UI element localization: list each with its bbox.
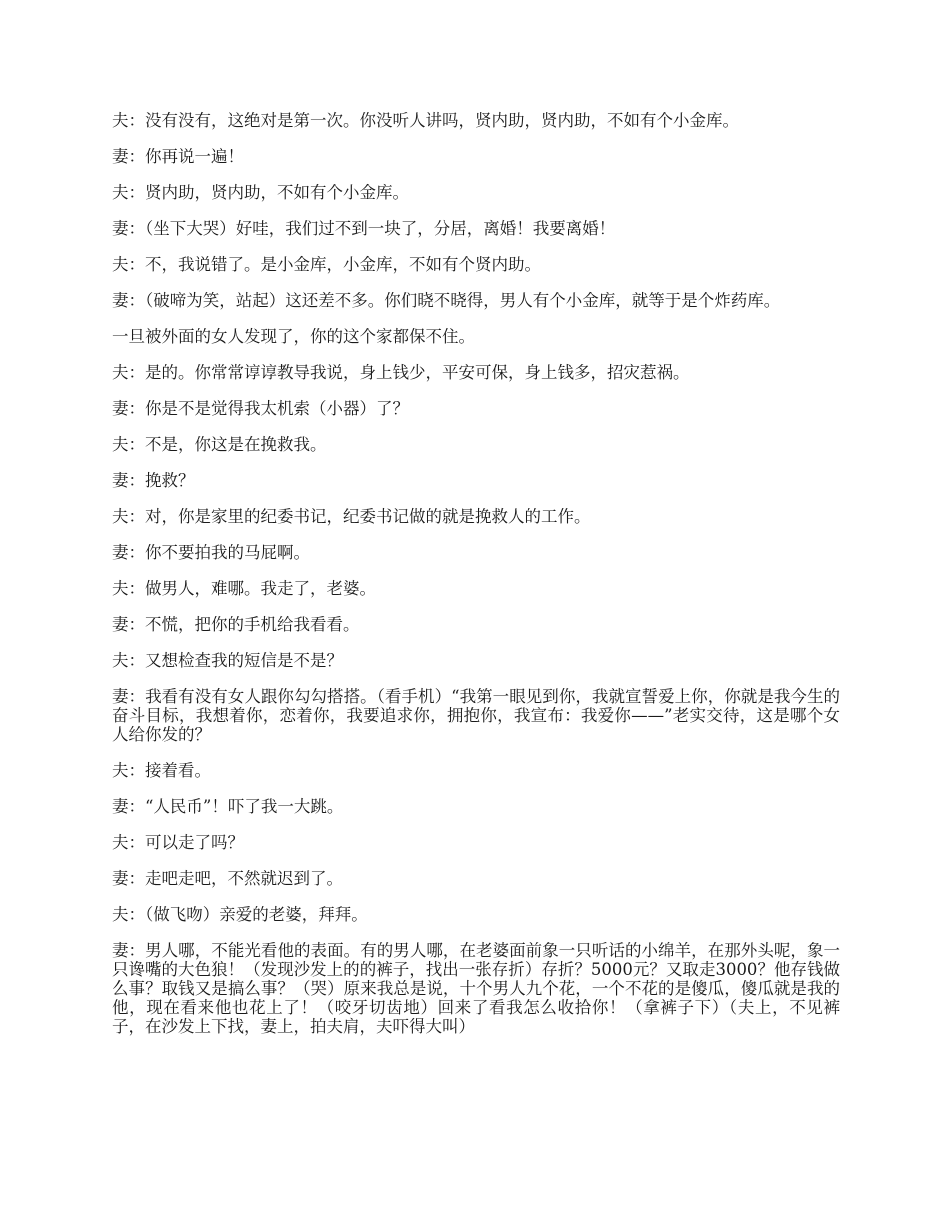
dialogue-line-1: 夫：没有没有，这绝对是第一次。你没听人讲吗，贤内助，贤内助，不如有个小金库。 — [112, 111, 739, 130]
dialogue-line-21: 妻：走吧走吧，不然就迟到了。 — [112, 869, 343, 888]
dialogue-line-13: 妻：你不要拍我的马屁啊。 — [112, 543, 310, 562]
dialogue-line-15: 妻：不慌，把你的手机给我看看。 — [112, 615, 360, 634]
dialogue-line-12: 夫：对，你是家里的纪委书记，纪委书记做的就是挽救人的工作。 — [112, 507, 591, 526]
dialogue-line-10: 夫：不是，你这是在挽救我。 — [112, 435, 327, 454]
dialogue-line-5: 夫：不，我说错了。是小金库，小金库，不如有个贤内助。 — [112, 255, 541, 274]
dialogue-line-3: 夫：贤内助，贤内助，不如有个小金库。 — [112, 183, 409, 202]
dialogue-line-20: 夫：可以走了吗？ — [112, 833, 244, 852]
dialogue-line-18: 夫：接着看。 — [112, 761, 211, 780]
dialogue-line-23: 妻：男人哪，不能光看他的表面。有的男人哪，在老婆面前象一只听话的小绵羊，在那外头呢，象一只谗嘴的大色狼！（发现沙发上的的裤子，找出一张存折）存折？5000元？又取走3000？他存钱做么事？取钱又是搞么事？（哭）原来我总是说，十个男人九个花，一个不花的是傻瓜，傻瓜就是我的他，现在看来他也花上了！（咬牙切齿地）回来了看我怎么收拾你！（拿裤子下）（夫上，不见裤子，在沙发上下找，妻上，拍夫肩，夫吓得大叫） — [112, 941, 840, 1036]
dialogue-line-17: 妻：我看有没有女人跟你勾勾搭搭。（看手机）“我第一眼见到你，我就宣誓爱上你，你就是我今生的奋斗目标，我想着你，恋着你，我要追求你，拥抱你，我宣布：我爱你——”老实交待，这是哪个女人给你发的？ — [112, 687, 840, 744]
dialogue-line-14: 夫：做男人，难哪。我走了，老婆。 — [112, 579, 376, 598]
document-body — [112, 111, 840, 1053]
dialogue-line-2: 妻：你再说一遍！ — [112, 147, 244, 166]
dialogue-line-7: 一旦被外面的女人发现了，你的这个家都保不住。 — [112, 327, 475, 346]
dialogue-line-11: 妻：挽救？ — [112, 471, 195, 490]
dialogue-line-8: 夫：是的。你常常谆谆教导我说，身上钱少，平安可保，身上钱多，招灾惹祸。 — [112, 363, 690, 382]
dialogue-line-16: 夫：又想检查我的短信是不是？ — [112, 651, 343, 670]
dialogue-line-19: 妻：“人民币”！吓了我一大跳。 — [112, 797, 344, 816]
dialogue-line-9: 妻：你是不是觉得我太机索（小器）了？ — [112, 399, 409, 418]
dialogue-line-22: 夫：（做飞吻）亲爱的老婆，拜拜。 — [112, 905, 368, 924]
dialogue-line-4: 妻：（坐下大哭）好哇，我们过不到一块了，分居，离婚！我要离婚！ — [112, 219, 616, 238]
dialogue-line-6: 妻：（破啼为笑，站起）这还差不多。你们晓不晓得，男人有个小金库，就等于是个炸药库。 — [112, 291, 781, 310]
